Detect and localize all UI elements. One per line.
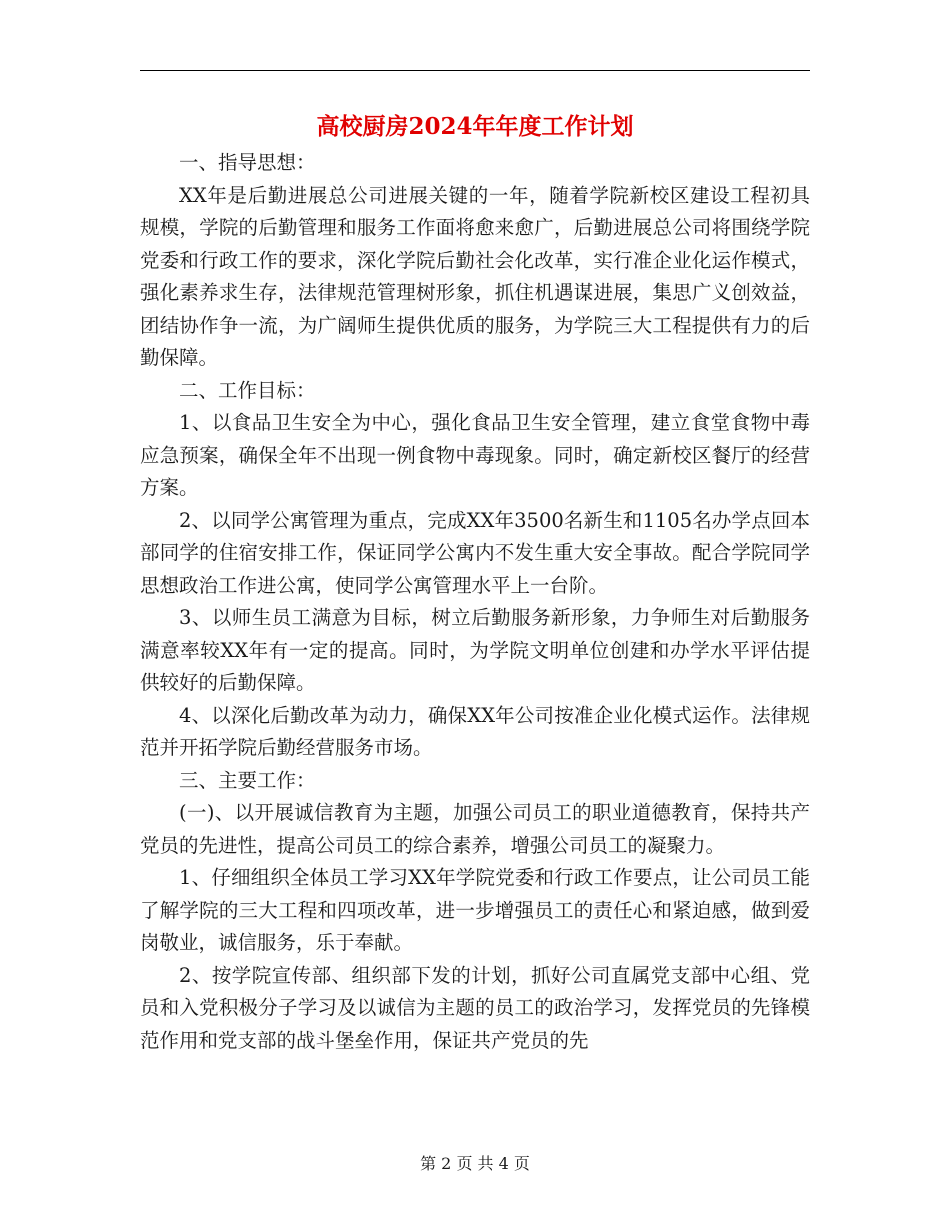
paragraph: 1、仔细组织全体员工学习XX年学院党委和行政工作要点，让公司员工能了解学院的三大工程和四项改革，进一步增强员工的责任心和紧迫感，做到爱岗敬业，诚信服务，乐于奉献。 [140, 866, 810, 954]
section-heading-guiding-ideology: 一、指导思想： [179, 151, 316, 174]
paragraph: 1、以食品卫生安全为中心，强化食品卫生安全管理，建立食堂食物中毒应急预案，确保全年不出现一例食物中毒现象。同时，确定新校区餐厅的经营方案。 [140, 411, 810, 499]
section-heading-main-work: 三、主要工作： [179, 768, 316, 792]
paragraph: (一)、以开展诚信教育为主题，加强公司员工的职业道德教育，保持共产党员的先进性，提高公司员工的综合素养，增强公司员工的凝聚力。 [140, 801, 810, 857]
paragraph: XX年是后勤进展总公司进展关键的一年，随着学院新校区建设工程初具规模，学院的后勤管理和服务工作面将愈来愈广，后勤进展总公司将围绕学院党委和行政工作的要求，深化学院后勤社会化改革，实行准企业化运作模式，强化素养求生存，法律规范管理树形象，抓住机遇谋进展，集思广义创效益，团结协作争一流，为广阔师生提供优质的服务，为学院三大工程提供有力的后勤保障。 [140, 183, 810, 369]
paragraph: 2、以同学公寓管理为重点，完成XX年3500名新生和1105名办学点回本部同学的住宿安排工作，保证同学公寓内不发生重大安全事故。配合学院同学思想政治工作进公寓，使同学公寓管理水平上一台阶。 [140, 508, 810, 597]
paragraph: 2、按学院宣传部、组织部下发的计划，抓好公司直属党支部中心组、党员和入党积极分子学习及以诚信为主题的员工的政治学习，发挥党员的先锋模范作用和党支部的战斗堡垒作用，保证共产党员的先 [140, 963, 810, 1052]
header-rule [140, 70, 810, 71]
document-title: 高校厨房2024年年度工作计划 [316, 113, 634, 140]
section-heading-work-goals: 二、工作目标： [179, 378, 316, 402]
page-number-footer: 第 2 页 共 4 页 [420, 1154, 530, 1173]
document-body [140, 147, 810, 1057]
paragraph: 3、以师生员工满意为目标，树立后勤服务新形象，力争师生对后勤服务满意率较XX年有一定的提高。同时，为学院文明单位创建和办学水平评估提供较好的后勤保障。 [140, 606, 810, 694]
paragraph: 4、以深化后勤改革为动力，确保XX年公司按准企业化模式运作。法律规范并开拓学院后勤经营服务市场。 [140, 703, 810, 759]
